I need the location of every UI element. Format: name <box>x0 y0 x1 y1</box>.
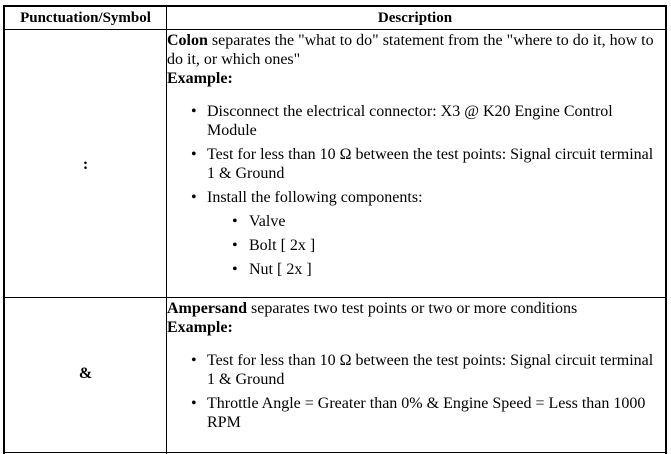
definition-ampersand <box>167 299 663 318</box>
header-description: Description <box>377 10 453 26</box>
example-list-colon <box>167 102 663 279</box>
list-item: • Throttle Angle = Greater than 0% & Engine Speed = Less than 1000 RPM <box>167 394 663 432</box>
row-divider <box>5 297 665 298</box>
list-item: • Disconnect the electrical connector: X3 @ K20 Engine Control Module <box>167 102 663 140</box>
term-ampersand: Ampersand <box>167 300 248 317</box>
example-list-ampersand <box>167 351 663 432</box>
list-item <box>167 188 663 279</box>
symbol-colon: : <box>82 156 89 173</box>
symbol-ampersand: & <box>78 365 93 382</box>
header-symbol: Punctuation/Symbol <box>20 10 151 26</box>
definition-text-ampersand: separates two test points or two or more conditions <box>247 300 578 317</box>
sub-list-item: • Valve <box>207 212 663 231</box>
example-label-ampersand: Example: <box>167 319 233 336</box>
list-item: • Test for less than 10 Ω between the test points: Signal circuit terminal 1 & Ground <box>167 145 663 183</box>
definition-text-colon: separates the "what to do" statement from the "where to do it, how to do it, or which ones" <box>167 32 654 68</box>
term-colon: Colon <box>167 32 208 49</box>
list-item-text: Install the following components: <box>207 189 423 206</box>
description-colon <box>167 31 663 284</box>
sub-list-item: • Nut [ 2x ] <box>207 260 663 279</box>
sub-list-item: • Bolt [ 2x ] <box>207 236 663 255</box>
symbol-table <box>3 5 667 454</box>
definition-colon <box>167 31 663 69</box>
description-ampersand <box>167 299 663 437</box>
list-item: • Test for less than 10 Ω between the test points: Signal circuit terminal 1 & Ground <box>167 351 663 389</box>
sub-list <box>207 212 663 279</box>
table-bottom-divider <box>5 452 665 453</box>
example-label-colon: Example: <box>167 70 233 87</box>
header-divider <box>5 29 665 30</box>
